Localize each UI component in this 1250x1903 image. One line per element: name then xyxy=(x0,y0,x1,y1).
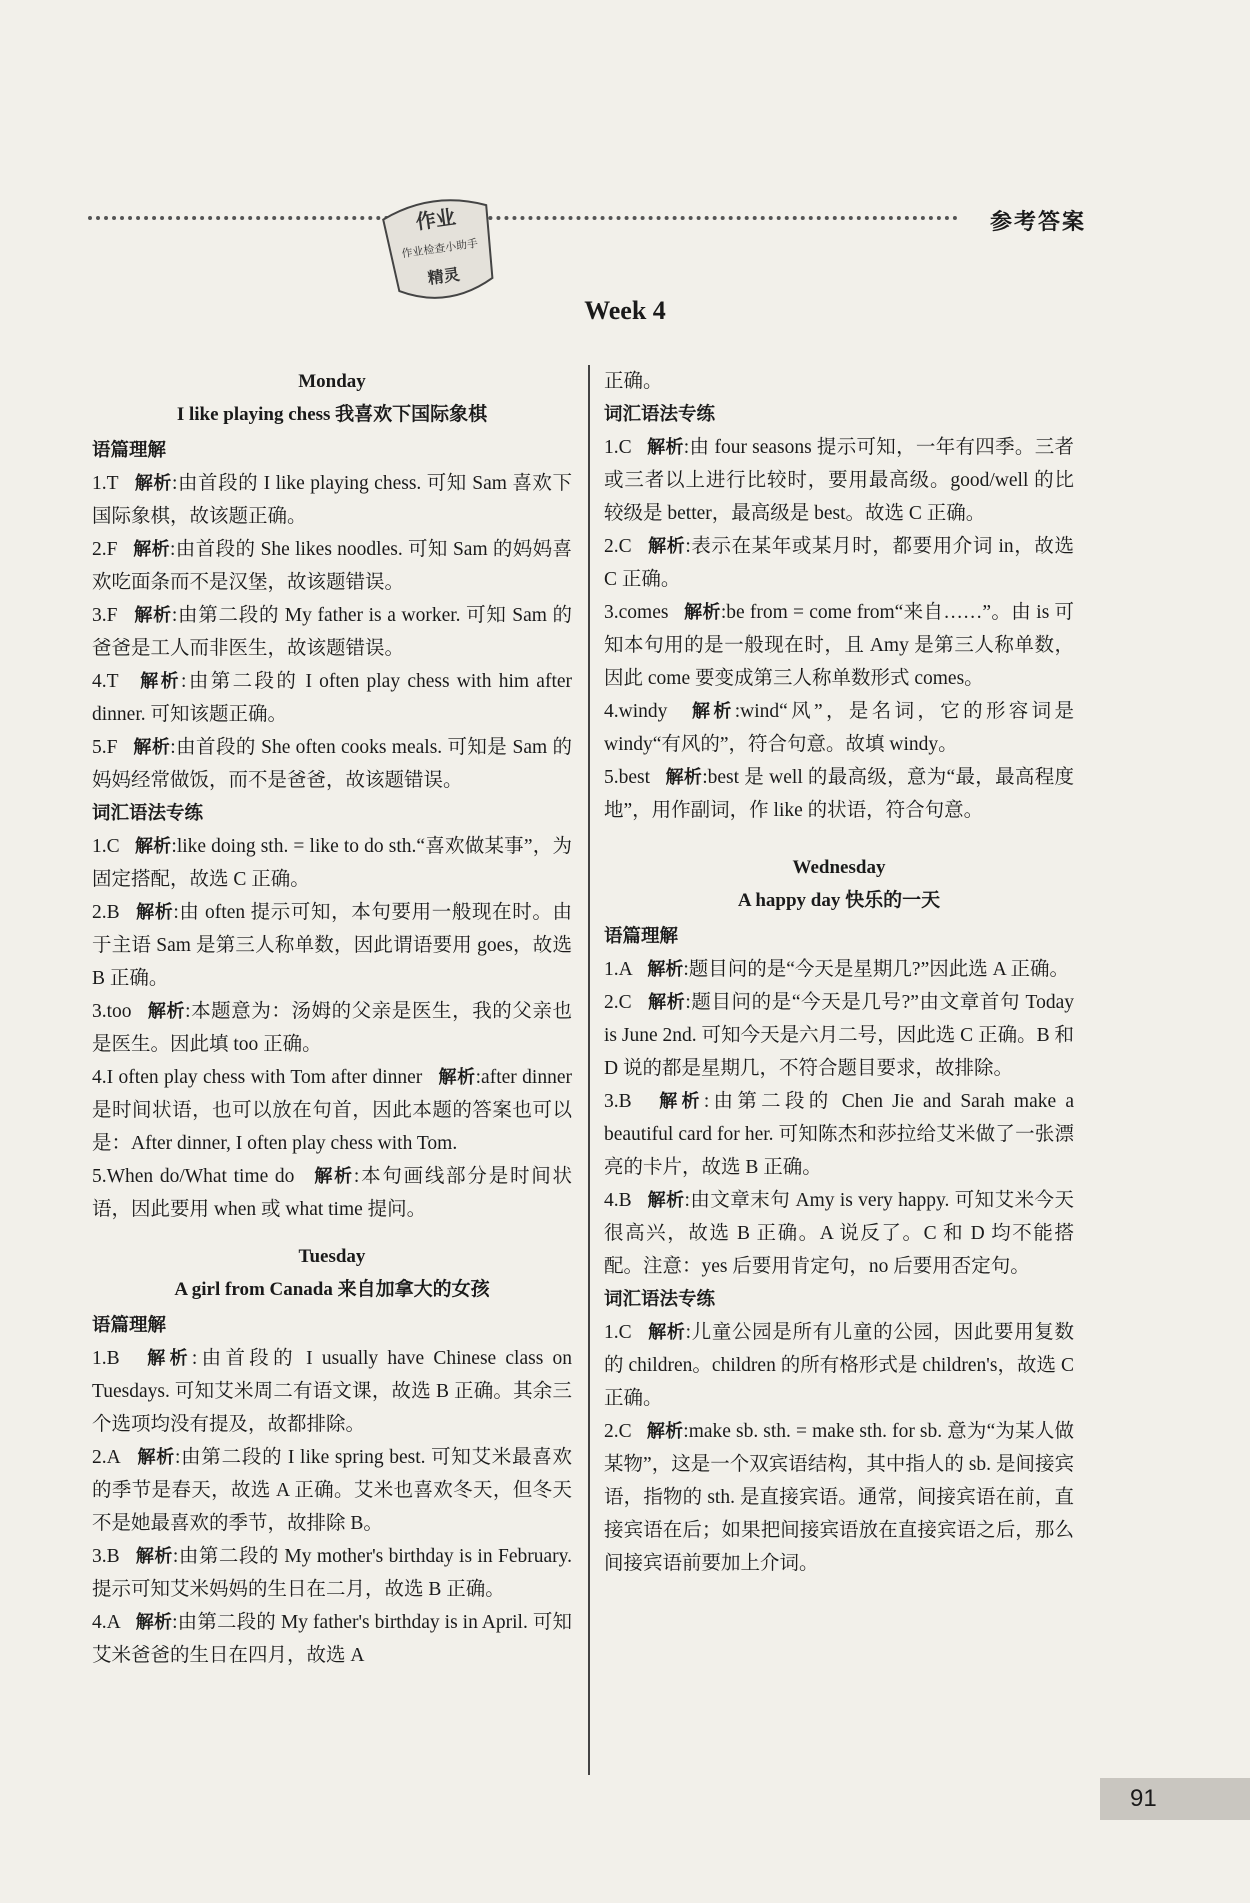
day-heading-wednesday: Wednesday xyxy=(792,857,886,878)
answer-key: 4.T xyxy=(92,671,119,692)
analysis-text: :由第二段的 I like spring best. 可知艾米最喜欢的季节是春天，故选 A 正确。艾米也喜欢冬天，但冬天不是她最喜欢的季节，故排除 B。 xyxy=(92,1447,573,1534)
analysis-text: :be from = come from“来自……”。由 is 可知本句用的是一般现在时，且 Amy 是第三人称单数，因此 come 要变成第三人称单数形式 comes。 xyxy=(604,602,1075,689)
section-label: 参考答案 xyxy=(989,210,1086,235)
section-heading-reading: 语篇理解 xyxy=(604,926,679,947)
answer-list-tuesday-reading xyxy=(92,1342,572,1672)
analysis-label: 解析 xyxy=(135,1612,173,1633)
analysis-label: 解析 xyxy=(133,539,171,560)
answer-item xyxy=(92,1061,572,1160)
analysis-label: 解析 xyxy=(136,902,174,923)
answer-item xyxy=(604,953,1074,986)
analysis-text: :由第二段的 I often play chess with him after dinner. 可知该题正确。 xyxy=(92,671,573,725)
story-title-tuesday: A girl from Canada 来自加拿大的女孩 xyxy=(174,1279,490,1300)
analysis-text: :make sb. sth. = make sth. for sb. 意为“为某人做某物”，这是一个双宾语结构，其中指人的 sb. 是间接宾语，指物的 sth. 是直接宾语。通常，间接宾语在前，直接宾语在后；如果把间接宾语放在直接宾语之后，那么间接宾语前要加上介词。 xyxy=(604,1421,1075,1574)
section-heading-vocab: 词汇语法专练 xyxy=(604,404,716,425)
answer-item xyxy=(604,1316,1074,1415)
analysis-label: 解析 xyxy=(665,767,703,788)
answer-item xyxy=(92,1342,572,1441)
analysis-text: :本题意为：汤姆的父亲是医生，我的父亲也是医生。因此填 too 正确。 xyxy=(92,1001,573,1055)
analysis-label: 解析 xyxy=(147,1348,192,1369)
answer-item xyxy=(92,1441,572,1540)
answer-item xyxy=(92,1160,572,1226)
answer-key: 2.A xyxy=(92,1447,121,1468)
answer-item xyxy=(92,533,572,599)
answer-list-wednesday-vocab xyxy=(604,1316,1074,1580)
answer-key: 1.C xyxy=(604,1322,632,1343)
analysis-text: :题目问的是“今天是几号?”由文章首句 Today is June 2nd. 可知今天是六月二号，因此选 C 正确。B 和 D 说的都是星期几，不符合题目要求，故排除。 xyxy=(604,992,1075,1079)
analysis-text: :表示在某年或某月时，都要用介词 in，故选 C 正确。 xyxy=(604,536,1075,590)
answer-list-monday-reading xyxy=(92,467,572,797)
stamp-bottom-text: 作业检查小助手 xyxy=(400,236,479,261)
analysis-label: 解析 xyxy=(648,992,686,1013)
analysis-label: 解析 xyxy=(647,437,684,458)
answer-key: 4.B xyxy=(604,1190,632,1211)
page-number: 91 xyxy=(1100,1778,1250,1820)
answer-key: 1.C xyxy=(92,836,120,857)
analysis-text: :wind“风”，是名词，它的形容词是 windy“有风的”，符合句意。故填 windy。 xyxy=(604,701,1075,755)
analysis-text: :like doing sth. = like to do sth.“喜欢做某事”，为固定搭配，故选 C 正确。 xyxy=(92,836,573,890)
header-dotted-rule xyxy=(88,216,958,220)
analysis-text: :由第二段的 My father is a worker. 可知 Sam 的爸爸是工人而非医生，故该题错误。 xyxy=(92,605,573,659)
analysis-text: :由第二段的 Chen Jie and Sarah make a beautiful card for her. 可知陈杰和莎拉给艾米做了一张漂亮的卡片，故选 B 正确。 xyxy=(604,1091,1074,1178)
answer-key: 5.F xyxy=(92,737,118,758)
answer-item xyxy=(92,467,572,533)
answer-item xyxy=(92,995,572,1061)
answer-item xyxy=(604,1184,1074,1283)
stamp-top-text: 作业 xyxy=(414,204,458,234)
analysis-text: :本句画线部分是时间状语，因此要用 when 或 what time 提问。 xyxy=(92,1166,573,1220)
analysis-text: :由第二段的 My mother's birthday is in February. 提示可知艾米妈妈的生日在二月，故选 B 正确。 xyxy=(92,1546,573,1600)
answer-item xyxy=(92,830,572,896)
answer-item xyxy=(92,896,572,995)
answer-key: 1.A xyxy=(604,959,633,980)
analysis-label: 解析 xyxy=(133,737,171,758)
analysis-label: 解析 xyxy=(134,836,172,857)
answer-list-tuesday-vocab xyxy=(604,431,1074,827)
answer-item xyxy=(92,731,572,797)
answer-key: 2.B xyxy=(92,902,120,923)
analysis-label: 解析 xyxy=(648,536,686,557)
answer-key: 3.B xyxy=(92,1546,120,1567)
column-divider xyxy=(588,365,590,1775)
answer-key: 5.best xyxy=(604,767,651,788)
answer-item xyxy=(604,986,1074,1085)
analysis-text: :由首段的 I usually have Chinese class on Tuesdays. 可知艾米周二有语文课，故选 B 正确。其余三个选项均没有提及，故都排除。 xyxy=(92,1348,573,1435)
answer-item xyxy=(604,695,1074,761)
analysis-label: 解析 xyxy=(659,1091,704,1112)
analysis-text: :由文章末句 Amy is very happy. 可知艾米今天很高兴，故选 B 正确。A 说反了。C 和 D 均不能搭配。注意：yes 后要用肯定句，no 后要用否定句。 xyxy=(604,1190,1074,1277)
analysis-label: 解析 xyxy=(140,671,182,692)
answer-key: 2.C xyxy=(604,992,632,1013)
answer-key: 4.I often play chess with Tom after dinner xyxy=(92,1067,423,1088)
answer-item xyxy=(92,1540,572,1606)
answer-key: 4.A xyxy=(92,1612,121,1633)
answer-key: 3.too xyxy=(92,1001,132,1022)
section-heading-vocab: 词汇语法专练 xyxy=(92,803,204,824)
answer-key: 3.F xyxy=(92,605,118,626)
answer-key: 1.B xyxy=(92,1348,120,1369)
story-title-monday: I like playing chess 我喜欢下国际象棋 xyxy=(176,404,488,425)
answer-item xyxy=(604,761,1074,827)
analysis-text: :best 是 well 的最高级，意为“最，最高程度地”，用作副词，作 like 的状语，符合句意。 xyxy=(604,767,1075,821)
answer-key: 5.When do/What time do xyxy=(92,1166,295,1187)
day-heading-tuesday: Tuesday xyxy=(298,1246,366,1267)
week-title: Week 4 xyxy=(584,296,666,325)
section-heading-vocab: 词汇语法专练 xyxy=(604,1289,716,1310)
answer-item xyxy=(604,1415,1074,1580)
analysis-text: :由 four seasons 提示可知，一年有四季。三者或三者以上进行比较时，要用最高级。good/well 的比较级是 better，最高级是 best。故选 C 正确。 xyxy=(604,437,1075,524)
continued-text: 正确。 xyxy=(604,371,663,392)
analysis-label: 解析 xyxy=(137,1447,176,1468)
answer-key: 3.B xyxy=(604,1091,632,1112)
right-column xyxy=(604,365,1074,1580)
analysis-label: 解析 xyxy=(314,1166,354,1187)
answer-item xyxy=(604,1085,1074,1184)
analysis-label: 解析 xyxy=(646,1421,684,1442)
answer-item xyxy=(92,599,572,665)
analysis-text: :由首段的 I like playing chess. 可知 Sam 喜欢下国际象棋，故该题正确。 xyxy=(92,473,572,527)
analysis-text: :由第二段的 My father's birthday is in April. 可知艾米爸爸的生日在四月，故选 A xyxy=(92,1612,573,1666)
answer-key: 2.C xyxy=(604,1421,632,1442)
analysis-text: :after dinner 是时间状语，也可以放在句首，因此本题的答案也可以是：After dinner, I often play chess with Tom. xyxy=(92,1067,572,1154)
analysis-text: :由 often 提示可知，本句要用一般现在时。由于主语 Sam 是第三人称单数，因此谓语要用 goes，故选 B 正确。 xyxy=(92,902,572,989)
answer-item xyxy=(604,596,1074,695)
answer-item xyxy=(604,431,1074,530)
answer-item xyxy=(92,665,572,731)
answer-key: 1.T xyxy=(92,473,119,494)
answer-item xyxy=(604,530,1074,596)
analysis-label: 解析 xyxy=(147,1001,186,1022)
answer-key: 2.C xyxy=(604,536,632,557)
answer-key: 1.C xyxy=(604,437,632,458)
analysis-label: 解析 xyxy=(648,1322,686,1343)
answer-list-monday-vocab xyxy=(92,830,572,1226)
section-heading-reading: 语篇理解 xyxy=(92,440,167,461)
answer-list-wednesday-reading xyxy=(604,953,1074,1283)
analysis-label: 解析 xyxy=(134,473,172,494)
story-title-wednesday: A happy day 快乐的一天 xyxy=(737,890,941,911)
answer-key: 4.windy xyxy=(604,701,668,722)
stamp-mark-text: 精灵 xyxy=(426,264,461,288)
analysis-label: 解析 xyxy=(647,959,684,980)
analysis-label: 解析 xyxy=(135,1546,173,1567)
answer-key: 2.F xyxy=(92,539,118,560)
answer-key: 3.comes xyxy=(604,602,669,623)
analysis-label: 解析 xyxy=(438,1067,476,1088)
analysis-label: 解析 xyxy=(684,602,721,623)
section-heading-reading: 语篇理解 xyxy=(92,1315,167,1336)
analysis-text: :由首段的 She often cooks meals. 可知是 Sam 的妈妈经常做饭，而不是爸爸，故该题错误。 xyxy=(92,737,573,791)
analysis-text: :题目问的是“今天是星期几?”因此选 A 正确。 xyxy=(683,959,1069,980)
analysis-label: 解析 xyxy=(647,1190,685,1211)
analysis-text: :儿童公园是所有儿童的公园，因此要用复数的 children。children 的所有格形式是 children's，故选 C 正确。 xyxy=(604,1322,1075,1409)
answer-item xyxy=(92,1606,572,1672)
day-heading-monday: Monday xyxy=(298,371,366,392)
analysis-label: 解析 xyxy=(692,701,735,722)
left-column xyxy=(92,365,572,1672)
analysis-text: :由首段的 She likes noodles. 可知 Sam 的妈妈喜欢吃面条而不是汉堡，故该题错误。 xyxy=(92,539,573,593)
analysis-label: 解析 xyxy=(134,605,172,626)
